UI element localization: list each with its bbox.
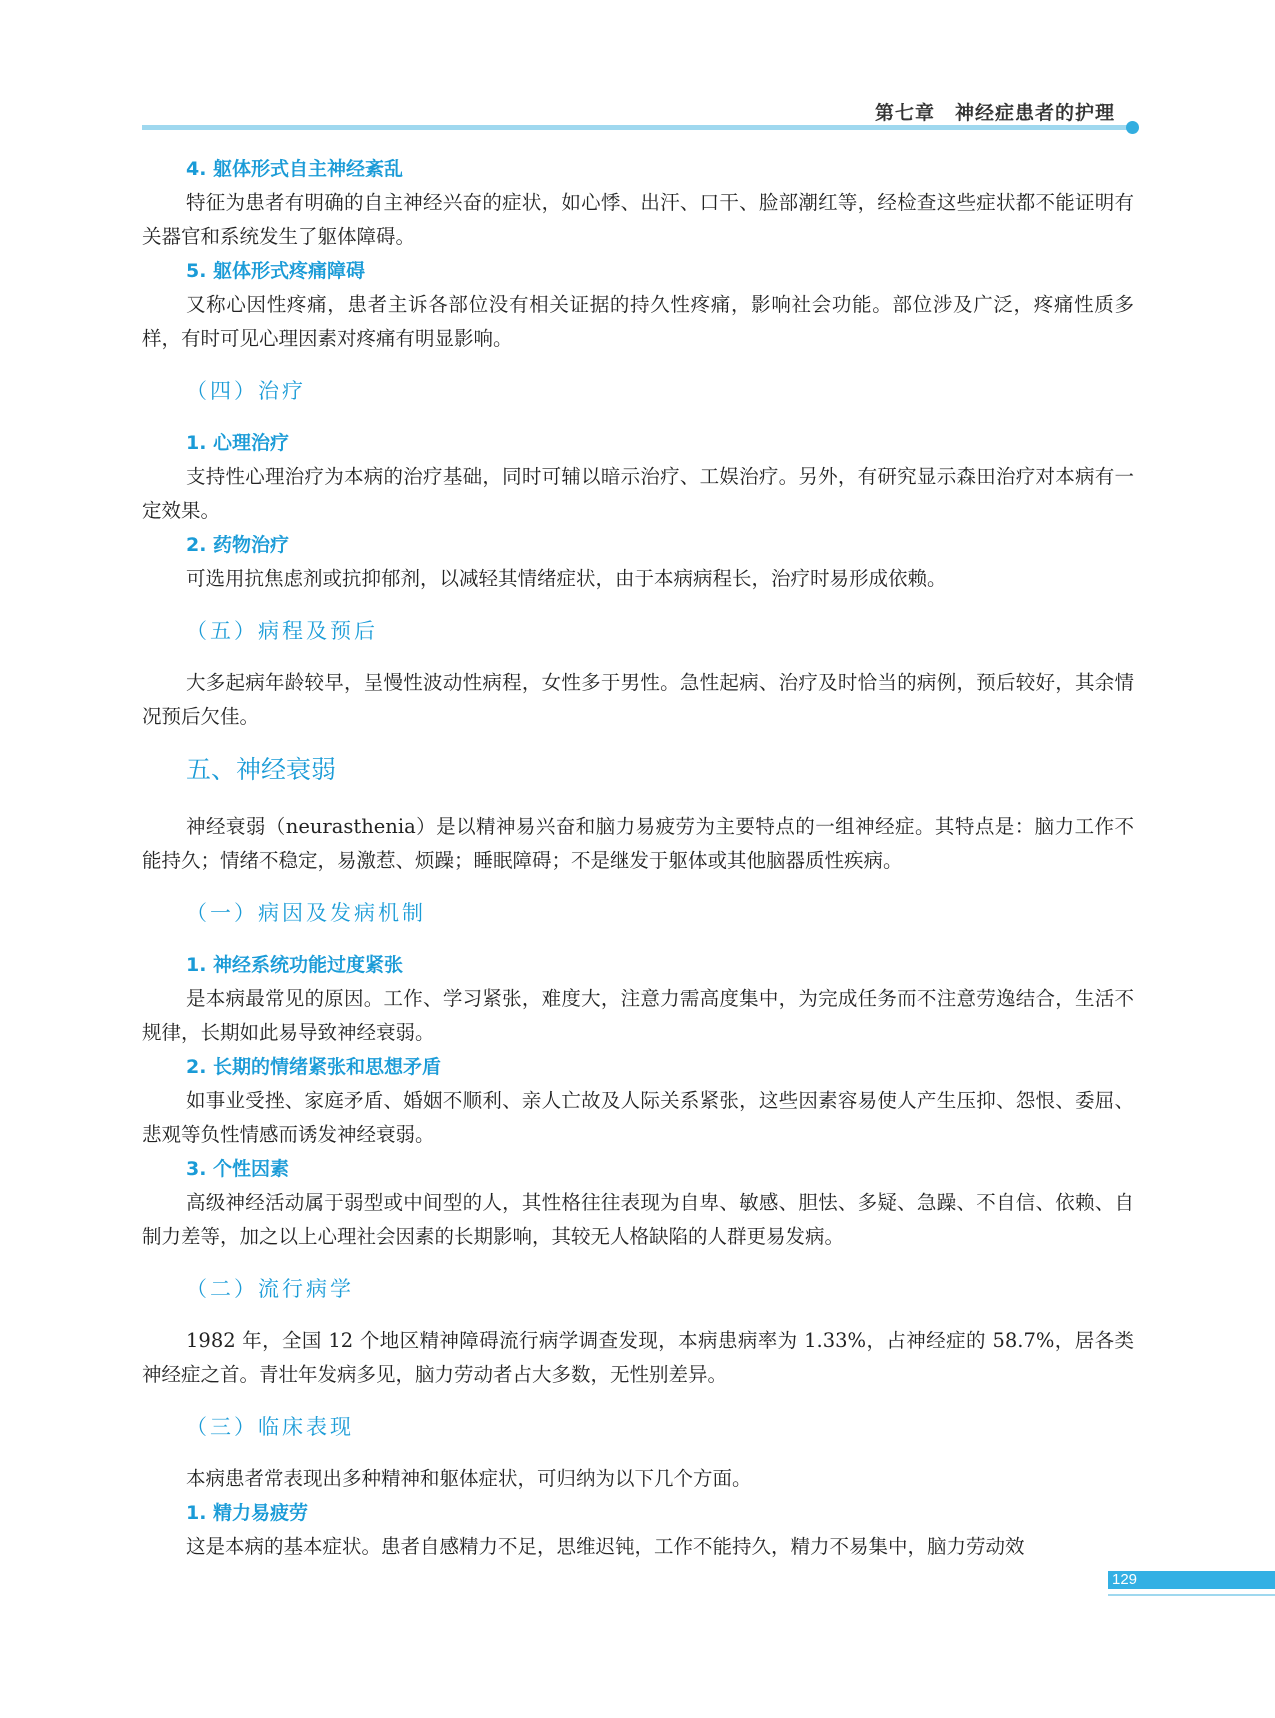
paragraph-emotion: 如事业受挫、家庭矛盾、婚姻不顺利、亲人亡故及人际关系紧张，这些因素容易使人产生压抑、怨恨、委屈、悲观等负性情感而诱发神经衰弱。 — [142, 1089, 1134, 1146]
paragraph-fatigue: 这是本病的基本症状。患者自感精力不足，思维迟钝，工作不能持久，精力不易集中，脑力劳动效 — [186, 1535, 1025, 1558]
heading-tension: 1. 神经系统功能过度紧张 — [186, 954, 404, 976]
heading-fatigue: 1. 精力易疲劳 — [186, 1502, 309, 1524]
chapter-heading-neurasthenia: 五、神经衰弱 — [186, 755, 337, 784]
header-rule — [142, 125, 1132, 130]
section-cause: （一）病因及发病机制 — [186, 901, 426, 925]
page-body — [142, 152, 1134, 1564]
paragraph-psych-therapy: 支持性心理治疗为本病的治疗基础，同时可辅以暗示治疗、工娱治疗。另外，有研究显示森田治疗对本病有一定效果。 — [142, 465, 1134, 522]
paragraph-neurasthenia: 神经衰弱（neurasthenia）是以精神易兴奋和脑力易疲劳为主要特点的一组神经症。其特点是：脑力工作不能持久；情绪不稳定，易激惹、烦躁；睡眠障碍；不是继发于躯体或其他脑器质性疾病。 — [142, 815, 1134, 872]
paragraph-course: 大多起病年龄较早，呈慢性波动性病程，女性多于男性。急性起病、治疗及时恰当的病例，预后较好，其余情况预后欠佳。 — [142, 671, 1134, 728]
section-treatment: （四）治疗 — [186, 379, 306, 403]
section-course: （五）病程及预后 — [186, 619, 378, 643]
heading-drug-therapy: 2. 药物治疗 — [186, 534, 290, 556]
page-number: 129 — [1112, 1571, 1138, 1588]
paragraph-epidemiology: 1982 年，全国 12 个地区精神障碍流行病学调查发现，本病患病率为 1.33%，占神经症的 58.7%，居各类神经症之首。青壮年发病多见，脑力劳动者占大多数，无性别差异。 — [142, 1329, 1134, 1386]
paragraph-tension: 是本病最常见的原因。工作、学习紧张，难度大，注意力需高度集中，为完成任务而不注意劳逸结合，生活不规律，长期如此易导致神经衰弱。 — [142, 987, 1134, 1044]
running-head: 第七章 神经症患者的护理 — [874, 102, 1115, 124]
heading-autonomic: 4. 躯体形式自主神经紊乱 — [186, 158, 404, 180]
heading-personality: 3. 个性因素 — [186, 1158, 290, 1180]
paragraph-drug-therapy: 可选用抗焦虑剂或抗抑郁剂，以减轻其情绪症状，由于本病病程长，治疗时易形成依赖。 — [186, 567, 947, 590]
section-clinical: （三）临床表现 — [186, 1415, 354, 1439]
paragraph-clinical-intro: 本病患者常表现出多种精神和躯体症状，可归纳为以下几个方面。 — [186, 1467, 752, 1490]
paragraph-personality: 高级神经活动属于弱型或中间型的人，其性格往往表现为自卑、敏感、胆怯、多疑、急躁、不自信、依赖、自制力差等，加之以上心理社会因素的长期影响，其较无人格缺陷的人群更易发病。 — [142, 1191, 1134, 1248]
heading-pain: 5. 躯体形式疼痛障碍 — [186, 260, 366, 282]
footer-line — [1108, 1594, 1275, 1596]
paragraph-pain: 又称心因性疼痛，患者主诉各部位没有相关证据的持久性疼痛，影响社会功能。部位涉及广泛，疼痛性质多样，有时可见心理因素对疼痛有明显影响。 — [142, 293, 1134, 350]
header-rule-dot — [1126, 121, 1139, 134]
heading-emotion: 2. 长期的情绪紧张和思想矛盾 — [186, 1056, 442, 1078]
section-epidemiology: （二）流行病学 — [186, 1277, 354, 1301]
paragraph-autonomic: 特征为患者有明确的自主神经兴奋的症状，如心悸、出汗、口干、脸部潮红等，经检查这些症状都不能证明有关器官和系统发生了躯体障碍。 — [142, 191, 1134, 248]
heading-psych-therapy: 1. 心理治疗 — [186, 432, 290, 454]
